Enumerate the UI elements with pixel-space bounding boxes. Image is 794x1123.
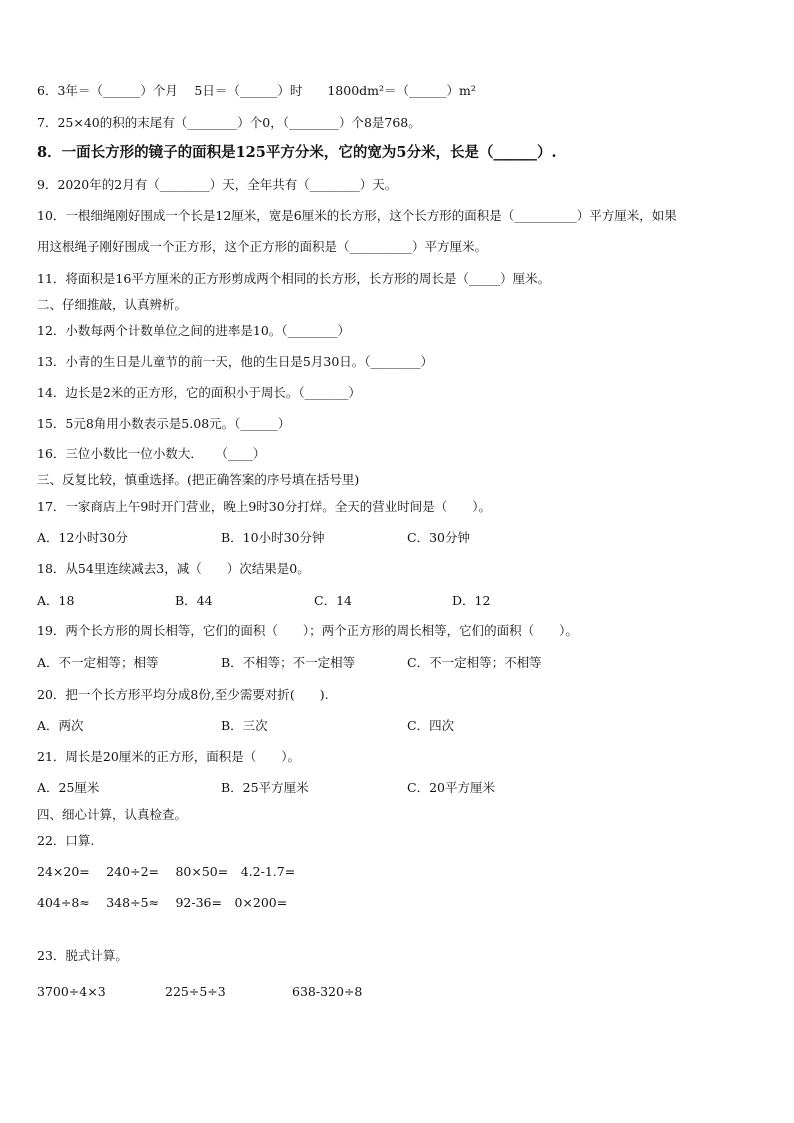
question-10-line-1: 10．一根细绳刚好围成一个长是12厘米，宽是6厘米的长方形，这个长方形的面积是（__________）平方厘米，如果 — [37, 208, 677, 223]
q18-option-c: C．14 — [314, 593, 352, 608]
q17-option-b: B．10小时30分钟 — [221, 530, 325, 545]
section-3-heading: 三、反复比较，慎重选择。(把正确答案的序号填在括号里) — [37, 472, 360, 487]
q21-option-a: A．25厘米 — [37, 780, 100, 795]
question-7: 7．25×40的积的末尾有（________）个0，（________）个8是768。 — [37, 115, 421, 130]
q21-option-b: B．25平方厘米 — [221, 780, 309, 795]
question-14: 14．边长是2米的正方形，它的面积小于周长。（_______） — [37, 385, 361, 400]
q17-option-a: A．12小时30分 — [37, 530, 128, 545]
question-10-line-2: 用这根绳子刚好围成一个正方形，这个正方形的面积是（__________）平方厘米。 — [37, 239, 488, 254]
question-6: 6．3年＝（______）个月 5日＝（______）时 1800dm²＝（______）m² — [37, 83, 476, 98]
question-13: 13．小青的生日是儿童节的前一天，他的生日是5月30日。（________） — [37, 354, 434, 369]
q22-mental-math-row-1: 24×20= 240÷2= 80×50= 4.2-1.7= — [37, 864, 296, 879]
question-15: 15．5元8角用小数表示是5.08元。（______） — [37, 416, 291, 431]
q20-option-c: C．四次 — [407, 718, 455, 733]
question-19: 19．两个长方形的周长相等，它们的面积（ ）；两个正方形的周长相等，它们的面积（ ）。 — [37, 623, 578, 638]
q22-mental-math-row-2: 404÷8≈ 348÷5≈ 92-36= 0×200= — [37, 895, 288, 910]
question-22: 22．口算. — [37, 833, 95, 848]
question-17: 17．一家商店上午9时开门营业，晚上9时30分打烊。全天的营业时间是（ ）。 — [37, 499, 491, 514]
question-9: 9．2020年的2月有（________）天，全年共有（________）天。 — [37, 177, 398, 192]
q20-option-a: A．两次 — [37, 718, 84, 733]
q19-option-b: B．不相等；不一定相等 — [221, 655, 356, 670]
question-21: 21．周长是20厘米的正方形，面积是（ ）。 — [37, 749, 301, 764]
q23-expression-2: 225÷5÷3 — [165, 984, 226, 999]
question-11: 11．将面积是16平方厘米的正方形剪成两个相同的长方形，长方形的周长是（_____）厘米。 — [37, 271, 551, 286]
q18-option-d: D．12 — [452, 593, 491, 608]
section-4-heading: 四、细心计算，认真检查。 — [37, 807, 188, 822]
question-8: 8．一面长方形的镜子的面积是125平方分米，它的宽为5分米，长是（______）. — [37, 144, 557, 161]
question-18: 18．从54里连续减去3，减（ ）次结果是0。 — [37, 561, 310, 576]
question-12: 12．小数每两个计数单位之间的进率是10。（________） — [37, 323, 351, 338]
q23-expression-3: 638-320÷8 — [292, 984, 363, 999]
q21-option-c: C．20平方厘米 — [407, 780, 495, 795]
question-20: 20．把一个长方形平均分成8份,至少需要对折( ). — [37, 687, 329, 702]
section-2-heading: 二、仔细推敲，认真辨析。 — [37, 297, 188, 312]
q20-option-b: B．三次 — [221, 718, 268, 733]
q18-option-a: A．18 — [37, 593, 75, 608]
q18-option-b: B．44 — [175, 593, 213, 608]
q17-option-c: C．30分钟 — [407, 530, 470, 545]
question-16: 16．三位小数比一位小数大． （____） — [37, 446, 266, 461]
q19-option-a: A．不一定相等；相等 — [37, 655, 159, 670]
q23-expression-1: 3700÷4×3 — [37, 984, 106, 999]
question-23: 23．脱式计算。 — [37, 948, 128, 963]
q19-option-c: C．不一定相等；不相等 — [407, 655, 542, 670]
